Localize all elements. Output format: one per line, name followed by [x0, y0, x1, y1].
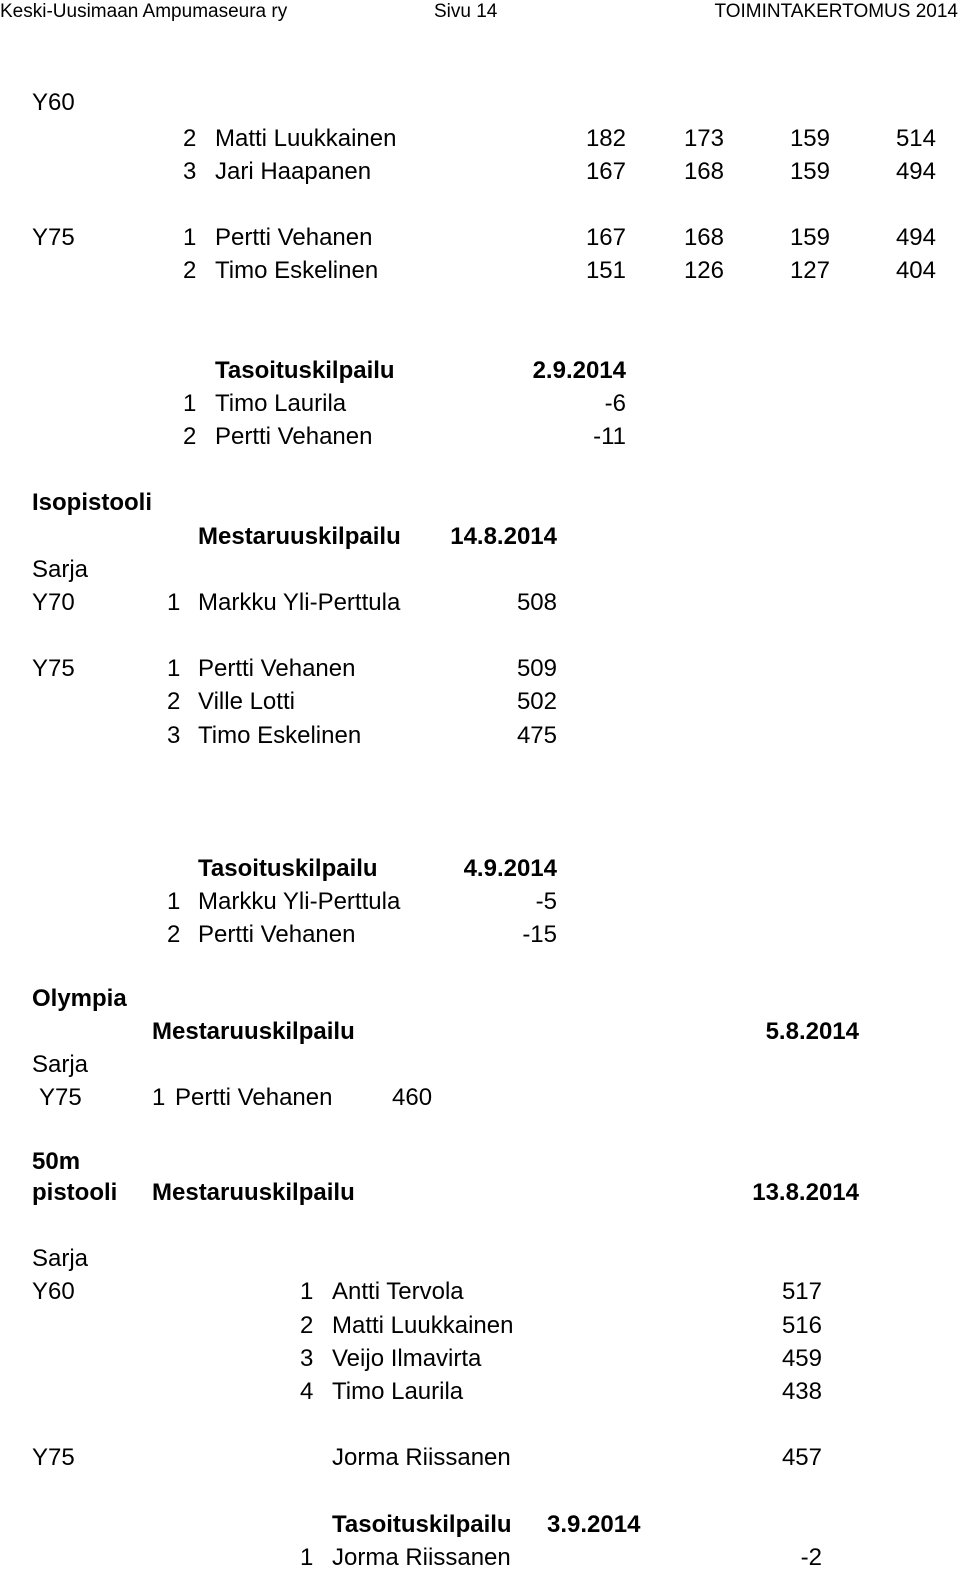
competition-date: 13.8.2014: [752, 1179, 859, 1206]
series-score: 167: [585, 158, 626, 185]
rank: 1: [300, 1278, 314, 1305]
series-score: 159: [789, 224, 830, 251]
sarja-label: Sarja: [32, 556, 89, 583]
score: 459: [781, 1345, 822, 1372]
handicap-score: -5: [535, 888, 557, 915]
total-score: 494: [895, 158, 936, 185]
shooter-name: Timo Eskelinen: [215, 257, 379, 284]
class-label: Y75: [39, 1084, 82, 1111]
section-title: Olympia: [32, 985, 127, 1012]
sarja-label: Sarja: [32, 1245, 89, 1272]
rank: 1: [167, 888, 181, 915]
rank: 2: [183, 125, 197, 152]
rank: 3: [183, 158, 197, 185]
competition-date: 3.9.2014: [547, 1511, 641, 1538]
shooter-name: Jari Haapanen: [215, 158, 372, 185]
competition-title: Mestaruuskilpailu: [152, 1179, 355, 1206]
score: 475: [516, 722, 557, 749]
shooter-name: Jorma Riissanen: [332, 1444, 511, 1471]
rank: 1: [167, 589, 181, 616]
score: 517: [781, 1278, 822, 1305]
shooter-name: Markku Yli-Perttula: [198, 589, 401, 616]
section-title: Isopistooli: [32, 489, 152, 516]
class-label: Y60: [32, 1278, 75, 1305]
competition-title: Tasoituskilpailu: [332, 1511, 512, 1538]
rank: 1: [152, 1084, 166, 1111]
rank: 1: [183, 224, 197, 251]
series-score: 151: [585, 257, 626, 284]
class-label: Y75: [32, 224, 75, 251]
handicap-score: -15: [522, 921, 557, 948]
series-score: 167: [585, 224, 626, 251]
shooter-name: Matti Luukkainen: [332, 1312, 514, 1339]
header-org: Keski-Uusimaan Ampumaseura ry: [0, 1, 288, 22]
score: 516: [781, 1312, 822, 1339]
competition-date: 14.8.2014: [450, 523, 557, 550]
shooter-name: Ville Lotti: [198, 688, 295, 715]
competition-title: Tasoituskilpailu: [198, 855, 378, 882]
shooter-name: Timo Laurila: [332, 1378, 464, 1405]
shooter-name: Pertti Vehanen: [175, 1084, 333, 1111]
competition-date: 5.8.2014: [765, 1018, 859, 1045]
series-score: 127: [789, 257, 830, 284]
shooter-name: Timo Laurila: [215, 390, 347, 417]
shooter-name: Antti Tervola: [332, 1278, 464, 1305]
shooter-name: Pertti Vehanen: [198, 921, 356, 948]
score: 509: [516, 655, 557, 682]
score: 460: [392, 1084, 433, 1111]
rank: 1: [300, 1544, 314, 1571]
class-label: Y75: [32, 1444, 75, 1471]
series-score: 159: [789, 158, 830, 185]
competition-title: Mestaruuskilpailu: [152, 1018, 355, 1045]
total-score: 514: [895, 125, 936, 152]
shooter-name: Pertti Vehanen: [198, 655, 356, 682]
header-doc-title: TOIMINTAKERTOMUS 2014: [714, 1, 958, 22]
series-score: 126: [683, 257, 724, 284]
rank: 3: [167, 722, 181, 749]
header-page: Sivu 14: [434, 1, 498, 22]
rank: 2: [183, 423, 197, 450]
shooter-name: Pertti Vehanen: [215, 224, 373, 251]
competition-title: Mestaruuskilpailu: [198, 523, 401, 550]
rank: 2: [300, 1312, 314, 1339]
section-title: 50m: [32, 1148, 81, 1175]
shooter-name: Jorma Riissanen: [332, 1544, 511, 1571]
shooter-name: Matti Luukkainen: [215, 125, 397, 152]
handicap-score: -11: [593, 423, 626, 450]
score: 438: [781, 1378, 822, 1405]
section-title: pistooli: [32, 1179, 118, 1206]
competition-title: Tasoituskilpailu: [215, 357, 395, 384]
shooter-name: Timo Eskelinen: [198, 722, 362, 749]
class-label: Y60: [32, 89, 75, 116]
score: 457: [781, 1444, 822, 1471]
score: 502: [516, 688, 557, 715]
class-label: Y70: [32, 589, 75, 616]
handicap-score: -6: [604, 390, 626, 417]
total-score: 404: [895, 257, 936, 284]
sarja-label: Sarja: [32, 1051, 89, 1078]
shooter-name: Pertti Vehanen: [215, 423, 373, 450]
rank: 4: [300, 1378, 314, 1405]
series-score: 168: [683, 224, 724, 251]
series-score: 159: [789, 125, 830, 152]
series-score: 182: [585, 125, 626, 152]
handicap-score: -2: [800, 1544, 822, 1571]
total-score: 494: [895, 224, 936, 251]
score: 508: [516, 589, 557, 616]
competition-date: 4.9.2014: [463, 855, 557, 882]
competition-date: 2.9.2014: [532, 357, 626, 384]
class-label: Y75: [32, 655, 75, 682]
rank: 1: [167, 655, 181, 682]
rank: 2: [167, 688, 181, 715]
shooter-name: Markku Yli-Perttula: [198, 888, 401, 915]
shooter-name: Veijo Ilmavirta: [332, 1345, 482, 1372]
rank: 2: [167, 921, 181, 948]
series-score: 173: [683, 125, 724, 152]
rank: 3: [300, 1345, 314, 1372]
rank: 2: [183, 257, 197, 284]
series-score: 168: [683, 158, 724, 185]
rank: 1: [183, 390, 197, 417]
